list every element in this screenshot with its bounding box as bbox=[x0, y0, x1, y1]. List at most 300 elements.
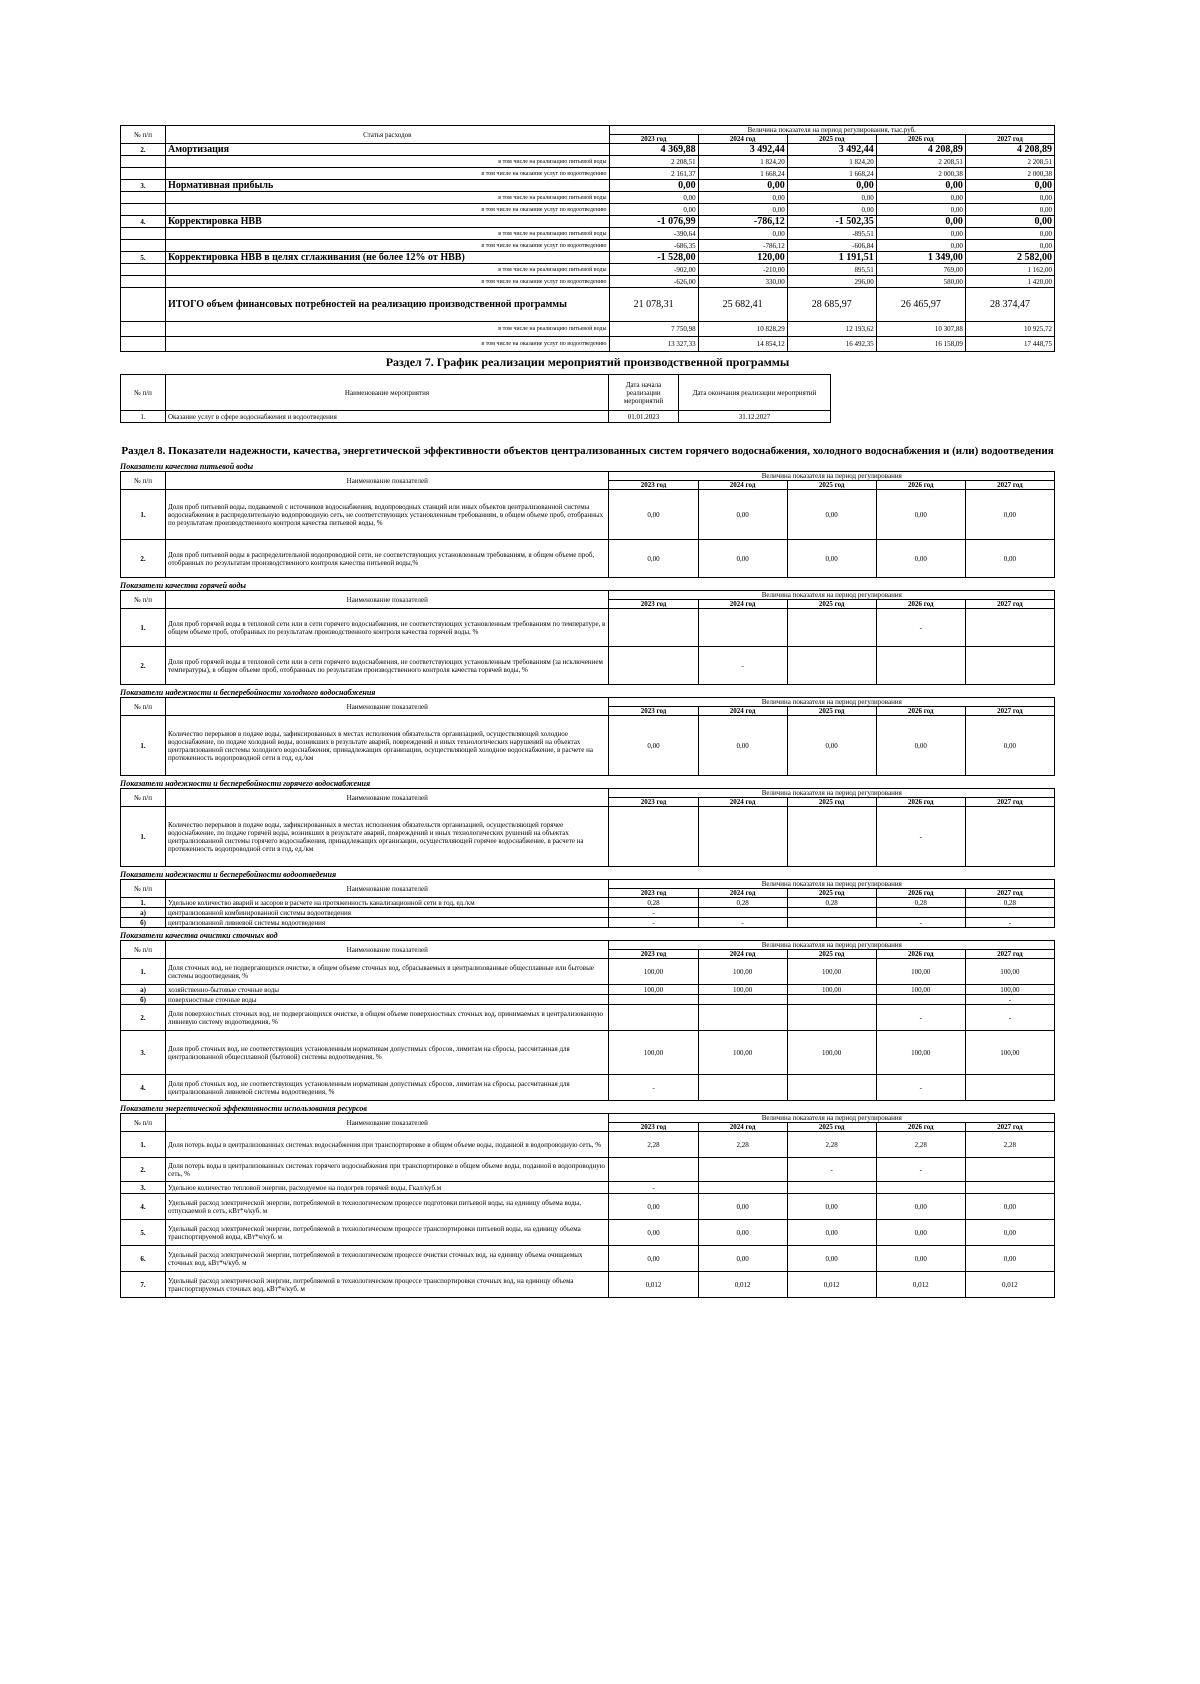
row-number: 2. bbox=[121, 540, 166, 578]
value-cell: 4 369,88 bbox=[609, 144, 698, 156]
indicator-table bbox=[120, 471, 1055, 578]
year-header: 2026 год bbox=[876, 1123, 965, 1132]
value-cell: 296,00 bbox=[787, 276, 876, 288]
row-number bbox=[121, 322, 166, 337]
value-cell: 0,00 bbox=[965, 192, 1054, 204]
row-label: в том числе на реализацию питьевой воды bbox=[166, 264, 609, 276]
value-cell: 4 208,89 bbox=[876, 144, 965, 156]
value-cell: 0,00 bbox=[787, 1246, 876, 1272]
indicator-name: Доля проб сточных вод, не соответствующих установленным нормативам допустимых сбросов, лимитам на сбросы, рассчитанная для централизованной общесплавной (бытовой) системы водоотведения, % bbox=[166, 1031, 609, 1075]
indicator-row bbox=[121, 1005, 1055, 1031]
value-cell bbox=[787, 807, 876, 867]
value-cell bbox=[787, 609, 876, 647]
row-number: 5. bbox=[121, 252, 166, 264]
col-header-no: № п/п bbox=[121, 1114, 166, 1132]
value-cell: 100,00 bbox=[609, 1031, 698, 1075]
value-cell: 0,00 bbox=[698, 180, 787, 192]
value-cell: -686,35 bbox=[609, 240, 698, 252]
block-heading: Показатели надежности и бесперебойности горячего водоснабжения bbox=[120, 779, 371, 788]
value-cell bbox=[787, 647, 876, 685]
cost-item-row bbox=[121, 216, 1055, 228]
value-cell: 100,00 bbox=[787, 985, 876, 995]
value-cell bbox=[609, 1005, 698, 1031]
year-header: 2025 год bbox=[787, 600, 876, 609]
total-value: 26 465,97 bbox=[876, 288, 965, 322]
value-cell: 1 824,20 bbox=[698, 156, 787, 168]
col-header-no: № п/п bbox=[121, 698, 166, 716]
cost-items-body bbox=[121, 126, 1055, 352]
total-label: ИТОГО объем финансовых потребностей на реализацию производственной программы bbox=[166, 288, 609, 322]
year-header: 2023 год bbox=[609, 135, 698, 144]
indicator-table bbox=[120, 788, 1055, 867]
year-header: 2024 год bbox=[698, 1123, 787, 1132]
total-subitem-row bbox=[121, 337, 1055, 352]
cost-subitem-row bbox=[121, 240, 1055, 252]
indicator-row bbox=[121, 1158, 1055, 1182]
row-number bbox=[121, 228, 166, 240]
total-row bbox=[121, 288, 1055, 322]
year-header: 2027 год bbox=[965, 135, 1054, 144]
col-header-value: Величина показателя на период регулирования bbox=[609, 789, 1055, 798]
indicator-row bbox=[121, 647, 1055, 685]
indicator-name: централизованной ливневой системы водоотведения bbox=[166, 918, 609, 928]
indicator-row bbox=[121, 1031, 1055, 1075]
cost-item-row bbox=[121, 144, 1055, 156]
year-header: 2023 год bbox=[609, 481, 698, 490]
value-cell bbox=[698, 1005, 787, 1031]
value-cell: -786,12 bbox=[698, 240, 787, 252]
row-label: Корректировка НВВ в целях сглаживания (не более 12% от НВВ) bbox=[166, 252, 609, 264]
schedule-header-row bbox=[121, 375, 831, 411]
indicator-row bbox=[121, 609, 1055, 647]
value-cell: 2 582,00 bbox=[965, 252, 1054, 264]
value-cell: 0,00 bbox=[609, 1246, 698, 1272]
value-cell: 2,28 bbox=[698, 1132, 787, 1158]
indicator-name: Удельный расход электрической энергии, потребляемой в технологическом процессе очистки сточных вод, на единицу объема очищаемых сточных вод, кВт*ч/куб. м bbox=[166, 1246, 609, 1272]
indicator-row bbox=[121, 807, 1055, 867]
value-cell bbox=[876, 908, 965, 918]
value-cell: 0,00 bbox=[787, 1194, 876, 1220]
row-number: 5. bbox=[121, 1220, 166, 1246]
value-cell: 0,00 bbox=[609, 540, 698, 578]
indicator-name: поверхностные сточные воды bbox=[166, 995, 609, 1005]
value-cell: 0,00 bbox=[698, 1220, 787, 1246]
value-cell bbox=[698, 1182, 787, 1194]
indicator-row bbox=[121, 1075, 1055, 1101]
indicator-name: Количество перерывов в подаче воды, зафиксированных в местах исполнения обязательств организацией, осуществляющей холодное водоснабжение, по подаче холодной воды, возникших в результате аварий, повреждений и иных технологических нарушений на объектах централизованной системы холодного водоснабжения, принадлежащих организации, осуществляющей холодное водоснабжение, в расчете на протяженность водопроводной сети в год, ед./км bbox=[166, 716, 609, 776]
value-cell: 100,00 bbox=[876, 985, 965, 995]
value-cell: 14 854,12 bbox=[698, 337, 787, 352]
value-cell: 1 824,20 bbox=[787, 156, 876, 168]
value-cell: 10 828,29 bbox=[698, 322, 787, 337]
cost-items-table bbox=[120, 125, 1055, 352]
row-number: 1. bbox=[121, 807, 166, 867]
col-header-name: Наименование показателей bbox=[166, 880, 609, 898]
value-cell: 13 327,33 bbox=[609, 337, 698, 352]
value-cell: - bbox=[698, 647, 787, 685]
block-heading: Показатели надежности и бесперебойности водоотведения bbox=[120, 870, 337, 879]
indicator-table bbox=[120, 940, 1055, 1101]
value-cell: 1 668,24 bbox=[787, 168, 876, 180]
year-header: 2024 год bbox=[698, 950, 787, 959]
value-cell: -606,84 bbox=[787, 240, 876, 252]
col-header-value: Величина показателя на период регулирования bbox=[609, 472, 1055, 481]
value-cell: 0,00 bbox=[609, 204, 698, 216]
col-header-no: № п/п bbox=[121, 126, 166, 144]
cost-item-row bbox=[121, 180, 1055, 192]
value-cell: 0,28 bbox=[609, 898, 698, 908]
indicator-table bbox=[120, 697, 1055, 776]
value-cell: 16 158,09 bbox=[876, 337, 965, 352]
row-number: 1. bbox=[121, 411, 166, 423]
value-cell: 100,00 bbox=[787, 1031, 876, 1075]
col-header-item: Статья расходов bbox=[166, 126, 609, 144]
col-header-no: № п/п bbox=[121, 880, 166, 898]
col-header-no: № п/п bbox=[121, 375, 166, 411]
value-cell: 0,00 bbox=[698, 490, 787, 540]
value-cell: 2 000,38 bbox=[876, 168, 965, 180]
year-header: 2025 год bbox=[787, 707, 876, 716]
row-number bbox=[121, 276, 166, 288]
row-number: 2. bbox=[121, 1158, 166, 1182]
indicator-name: Доля проб питьевой воды, подаваемой с источников водоснабжения, водопроводных станций или иных объектов централизованной системы водоснабжения в распределительную водопроводную сеть, не соответствующих установленным требованиям, в общем объеме проб, отобранных по результатам производственного контроля качества питьевой воды, % bbox=[166, 490, 609, 540]
year-header: 2026 год bbox=[876, 707, 965, 716]
value-cell: -210,00 bbox=[698, 264, 787, 276]
value-cell bbox=[609, 647, 698, 685]
year-header: 2024 год bbox=[698, 600, 787, 609]
value-cell: 10 307,88 bbox=[876, 322, 965, 337]
year-header: 2023 год bbox=[609, 1123, 698, 1132]
row-number bbox=[121, 192, 166, 204]
value-cell: 100,00 bbox=[965, 985, 1054, 995]
cost-subitem-row bbox=[121, 192, 1055, 204]
value-cell: 0,00 bbox=[965, 240, 1054, 252]
row-label: Амортизация bbox=[166, 144, 609, 156]
value-cell: -390,64 bbox=[609, 228, 698, 240]
value-cell: -626,00 bbox=[609, 276, 698, 288]
indicator-name: централизованной комбинированной системы водоотведения bbox=[166, 908, 609, 918]
row-number: 1. bbox=[121, 1132, 166, 1158]
row-label: Нормативная прибыль bbox=[166, 180, 609, 192]
value-cell: 0,012 bbox=[787, 1272, 876, 1298]
year-header: 2027 год bbox=[965, 600, 1054, 609]
value-cell: 0,00 bbox=[609, 490, 698, 540]
row-number: 2. bbox=[121, 647, 166, 685]
value-cell: - bbox=[698, 918, 787, 928]
indicator-row bbox=[121, 716, 1055, 776]
row-number: 2. bbox=[121, 144, 166, 156]
value-cell: 0,00 bbox=[965, 490, 1054, 540]
value-cell: - bbox=[609, 1182, 698, 1194]
indicator-row bbox=[121, 1182, 1055, 1194]
value-cell: 100,00 bbox=[965, 1031, 1054, 1075]
indicator-row bbox=[121, 1220, 1055, 1246]
value-cell: 0,00 bbox=[876, 204, 965, 216]
year-header: 2027 год bbox=[965, 950, 1054, 959]
value-cell: -902,00 bbox=[609, 264, 698, 276]
year-header: 2026 год bbox=[876, 798, 965, 807]
row-number: а) bbox=[121, 985, 166, 995]
value-cell: 0,012 bbox=[698, 1272, 787, 1298]
col-header-no: № п/п bbox=[121, 941, 166, 959]
value-cell: 2 000,38 bbox=[965, 168, 1054, 180]
col-header-name: Наименование показателей bbox=[166, 941, 609, 959]
section-7-title: Раздел 7. График реализации мероприятий производственной программы bbox=[385, 355, 790, 369]
value-cell: -1 502,35 bbox=[787, 216, 876, 228]
row-number: 1. bbox=[121, 609, 166, 647]
value-cell: - bbox=[876, 918, 965, 928]
cost-item-row bbox=[121, 252, 1055, 264]
indicator-name: Доля потерь воды в централизованных системах горячего водоснабжения при транспортировке в общем объеме воды, поданной в водопроводную сеть, % bbox=[166, 1158, 609, 1182]
year-header: 2023 год bbox=[609, 600, 698, 609]
year-header: 2027 год bbox=[965, 889, 1054, 898]
col-header-value: Величина показателя на период регулирования bbox=[609, 698, 1055, 707]
cost-subitem-row bbox=[121, 156, 1055, 168]
value-cell: 0,28 bbox=[787, 898, 876, 908]
value-cell: - bbox=[965, 995, 1054, 1005]
value-cell: 0,00 bbox=[876, 216, 965, 228]
row-number bbox=[121, 288, 166, 322]
row-number: 1. bbox=[121, 898, 166, 908]
indicator-row bbox=[121, 1246, 1055, 1272]
row-number bbox=[121, 264, 166, 276]
value-cell: 0,00 bbox=[698, 204, 787, 216]
year-header: 2026 год bbox=[876, 889, 965, 898]
cost-header-row bbox=[121, 126, 1055, 135]
total-value: 28 374,47 bbox=[965, 288, 1054, 322]
value-cell: 0,00 bbox=[787, 180, 876, 192]
value-cell: - bbox=[876, 609, 965, 647]
row-number: 4. bbox=[121, 1194, 166, 1220]
indicator-name: Доля потерь воды в централизованных системах водоснабжения при транспортировке в общем объеме воды, поданной в водопроводную сеть, % bbox=[166, 1132, 609, 1158]
value-cell: 0,00 bbox=[787, 490, 876, 540]
indicator-table bbox=[120, 879, 1055, 928]
col-header-start: Дата начала реализации мероприятий bbox=[609, 375, 679, 411]
row-label: в том числе на реализацию питьевой воды bbox=[166, 192, 609, 204]
indicator-name: Доля проб питьевой воды в распределительной водопроводной сети, не соответствующих установленным требованиям, в общем объеме проб, отобранных по результатам производственного контроля качества питьевой воды,% bbox=[166, 540, 609, 578]
col-header-name: Наименование показателей bbox=[166, 472, 609, 490]
row-label: в том числе на оказание услуг по водоотведению bbox=[166, 240, 609, 252]
indicator-table bbox=[120, 1113, 1055, 1298]
value-cell: 0,00 bbox=[965, 180, 1054, 192]
value-cell bbox=[965, 908, 1054, 918]
value-cell: 0,012 bbox=[965, 1272, 1054, 1298]
value-cell: 580,00 bbox=[876, 276, 965, 288]
value-cell: 0,00 bbox=[698, 716, 787, 776]
col-header-no: № п/п bbox=[121, 591, 166, 609]
value-cell: - bbox=[876, 1158, 965, 1182]
value-cell: 0,28 bbox=[965, 898, 1054, 908]
value-cell: 0,00 bbox=[876, 1194, 965, 1220]
value-cell: 0,012 bbox=[609, 1272, 698, 1298]
cost-subitem-row bbox=[121, 276, 1055, 288]
row-number bbox=[121, 168, 166, 180]
year-header: 2026 год bbox=[876, 481, 965, 490]
value-cell: 100,00 bbox=[609, 985, 698, 995]
year-header: 2024 год bbox=[698, 707, 787, 716]
value-cell: 3 492,44 bbox=[698, 144, 787, 156]
cost-subitem-row bbox=[121, 204, 1055, 216]
row-number: б) bbox=[121, 918, 166, 928]
value-cell: 0,00 bbox=[965, 1220, 1054, 1246]
year-header: 2023 год bbox=[609, 707, 698, 716]
indicator-name: Удельный расход электрической энергии, потребляемой в технологическом процессе подготовки питьевой воды, на единицу объема воды, отпускаемой в сеть, кВт*ч/куб. м bbox=[166, 1194, 609, 1220]
value-cell bbox=[698, 1075, 787, 1101]
year-header: 2026 год bbox=[876, 135, 965, 144]
indicator-name: Доля проб горячей воды в тепловой сети или в сети горячего водоснабжения, не соответствующих установленным требованиям (за исключением температуры), в общем объеме проб, отобранных по результатам производственного контроля качества горячей воды, % bbox=[166, 647, 609, 685]
row-number bbox=[121, 240, 166, 252]
block-heading: Показатели энергетической эффективности использования ресурсов bbox=[120, 1104, 367, 1113]
value-cell: 100,00 bbox=[787, 959, 876, 985]
row-number: 1. bbox=[121, 716, 166, 776]
col-header-value: Величина показателя на период регулирования bbox=[609, 880, 1055, 889]
indicator-row bbox=[121, 995, 1055, 1005]
value-cell: 0,00 bbox=[609, 192, 698, 204]
year-header: 2024 год bbox=[698, 135, 787, 144]
value-cell: 100,00 bbox=[609, 959, 698, 985]
value-cell: 2,28 bbox=[965, 1132, 1054, 1158]
year-header: 2025 год bbox=[787, 950, 876, 959]
value-cell: 100,00 bbox=[876, 1031, 965, 1075]
value-cell: - bbox=[609, 908, 698, 918]
value-cell: 100,00 bbox=[876, 959, 965, 985]
row-number: а) bbox=[121, 908, 166, 918]
row-number: 4. bbox=[121, 1075, 166, 1101]
year-header: 2024 год bbox=[698, 481, 787, 490]
row-number: 4. bbox=[121, 216, 166, 228]
cost-subitem-row bbox=[121, 228, 1055, 240]
value-cell bbox=[787, 1075, 876, 1101]
value-cell: 0,00 bbox=[609, 716, 698, 776]
value-cell: 2 208,51 bbox=[876, 156, 965, 168]
value-cell: 0,00 bbox=[698, 228, 787, 240]
year-header: 2024 год bbox=[698, 889, 787, 898]
value-cell bbox=[609, 995, 698, 1005]
value-cell: 0,00 bbox=[965, 716, 1054, 776]
value-cell: 0,00 bbox=[876, 1246, 965, 1272]
col-header-value: Величина показателя на период регулирования, тыс.руб. bbox=[609, 126, 1054, 135]
indicator-name: Доля сточных вод, не подвергающихся очистке, в общем объеме сточных вод, сбрасываемых в централизованные общесплавные или бытовые системы водоотведения, % bbox=[166, 959, 609, 985]
row-end: 31.12.2027 bbox=[679, 411, 831, 423]
section-8-title: Раздел 8. Показатели надежности, качества, энергетической эффективности объектов централизованных систем горячего водоснабжения, холодного водоснабжения и (или) водоотведения bbox=[121, 445, 1054, 457]
value-cell: 10 925,72 bbox=[965, 322, 1054, 337]
indicator-name: Удельный расход электрической энергии, потребляемой в технологическом процессе транспортировки сточных вод, на единицу объема транспортируемых сточных вод, кВт*ч/куб. м bbox=[166, 1272, 609, 1298]
row-number: 3. bbox=[121, 1031, 166, 1075]
value-cell: 16 492,35 bbox=[787, 337, 876, 352]
value-cell: 2,28 bbox=[609, 1132, 698, 1158]
value-cell: 0,28 bbox=[876, 898, 965, 908]
schedule-row bbox=[121, 411, 831, 423]
col-header-name: Наименование показателей bbox=[166, 591, 609, 609]
row-number: 1. bbox=[121, 490, 166, 540]
row-number: 1. bbox=[121, 959, 166, 985]
value-cell: - bbox=[876, 807, 965, 867]
value-cell: 12 193,62 bbox=[787, 322, 876, 337]
value-cell: -786,12 bbox=[698, 216, 787, 228]
indicator-header-row bbox=[121, 789, 1055, 798]
value-cell: 0,00 bbox=[876, 1220, 965, 1246]
indicator-header-row bbox=[121, 880, 1055, 889]
indicator-header-row bbox=[121, 941, 1055, 950]
value-cell: 3 492,44 bbox=[787, 144, 876, 156]
value-cell: 1 420,00 bbox=[965, 276, 1054, 288]
indicator-name: Удельное количество тепловой энергии, расходуемое на подогрев горячей воды, Гкал/куб.м bbox=[166, 1182, 609, 1194]
value-cell bbox=[698, 609, 787, 647]
indicator-row bbox=[121, 908, 1055, 918]
value-cell: 0,00 bbox=[698, 192, 787, 204]
block-heading: Показатели качества очистки сточных вод bbox=[120, 931, 278, 940]
value-cell: 0,00 bbox=[609, 180, 698, 192]
indicator-row bbox=[121, 959, 1055, 985]
value-cell: 0,00 bbox=[876, 228, 965, 240]
value-cell bbox=[787, 1005, 876, 1031]
col-header-name: Наименование мероприятия bbox=[166, 375, 609, 411]
indicator-header-row bbox=[121, 472, 1055, 481]
year-header: 2025 год bbox=[787, 135, 876, 144]
indicator-row bbox=[121, 1132, 1055, 1158]
value-cell bbox=[698, 995, 787, 1005]
value-cell bbox=[698, 1158, 787, 1182]
value-cell: 1 349,00 bbox=[876, 252, 965, 264]
row-start: 01.01.2023 bbox=[609, 411, 679, 423]
value-cell bbox=[876, 647, 965, 685]
value-cell: 0,00 bbox=[698, 540, 787, 578]
value-cell: 0,00 bbox=[787, 1220, 876, 1246]
value-cell: 0,00 bbox=[698, 1246, 787, 1272]
row-label: в том числе на оказание услуг по водоотведению bbox=[166, 168, 609, 180]
value-cell: 0,00 bbox=[876, 716, 965, 776]
value-cell: 0,00 bbox=[876, 540, 965, 578]
year-header: 2025 год bbox=[787, 889, 876, 898]
year-header: 2025 год bbox=[787, 1123, 876, 1132]
value-cell: 2 208,51 bbox=[609, 156, 698, 168]
value-cell bbox=[609, 609, 698, 647]
indicator-header-row bbox=[121, 1114, 1055, 1123]
row-number: 3. bbox=[121, 180, 166, 192]
year-header: 2025 год bbox=[787, 481, 876, 490]
year-header: 2025 год bbox=[787, 798, 876, 807]
value-cell bbox=[965, 647, 1054, 685]
col-header-no: № п/п bbox=[121, 789, 166, 807]
value-cell: -895,51 bbox=[787, 228, 876, 240]
value-cell: 2 161,37 bbox=[609, 168, 698, 180]
value-cell: - bbox=[876, 1075, 965, 1101]
value-cell: 0,00 bbox=[787, 716, 876, 776]
value-cell: 0,00 bbox=[609, 1194, 698, 1220]
col-header-value: Величина показателя на период регулирования bbox=[609, 591, 1055, 600]
year-header: 2024 год bbox=[698, 798, 787, 807]
value-cell bbox=[787, 908, 876, 918]
document-page bbox=[120, 125, 1055, 1298]
value-cell bbox=[787, 995, 876, 1005]
value-cell: -1 076,99 bbox=[609, 216, 698, 228]
total-value: 28 685,97 bbox=[787, 288, 876, 322]
value-cell: 1 191,51 bbox=[787, 252, 876, 264]
indicator-name: Доля проб горячей воды в тепловой сети или в сети горячего водоснабжения, не соответствующих установленным требованиям по температуре, в общем объеме проб, отобранных по результатам производственного контроля качества горячей воды, % bbox=[166, 609, 609, 647]
row-number: б) bbox=[121, 995, 166, 1005]
value-cell: - bbox=[965, 1005, 1054, 1031]
value-cell bbox=[876, 995, 965, 1005]
block-heading: Показатели качества питьевой воды bbox=[120, 462, 254, 471]
block-heading: Показатели качества горячей воды bbox=[120, 581, 246, 590]
value-cell: 100,00 bbox=[698, 985, 787, 995]
year-header: 2027 год bbox=[965, 707, 1054, 716]
value-cell bbox=[965, 1075, 1054, 1101]
indicator-row bbox=[121, 490, 1055, 540]
value-cell: 100,00 bbox=[965, 959, 1054, 985]
col-header-end: Дата окончания реализации мероприятий bbox=[679, 375, 831, 411]
value-cell: 0,00 bbox=[787, 540, 876, 578]
